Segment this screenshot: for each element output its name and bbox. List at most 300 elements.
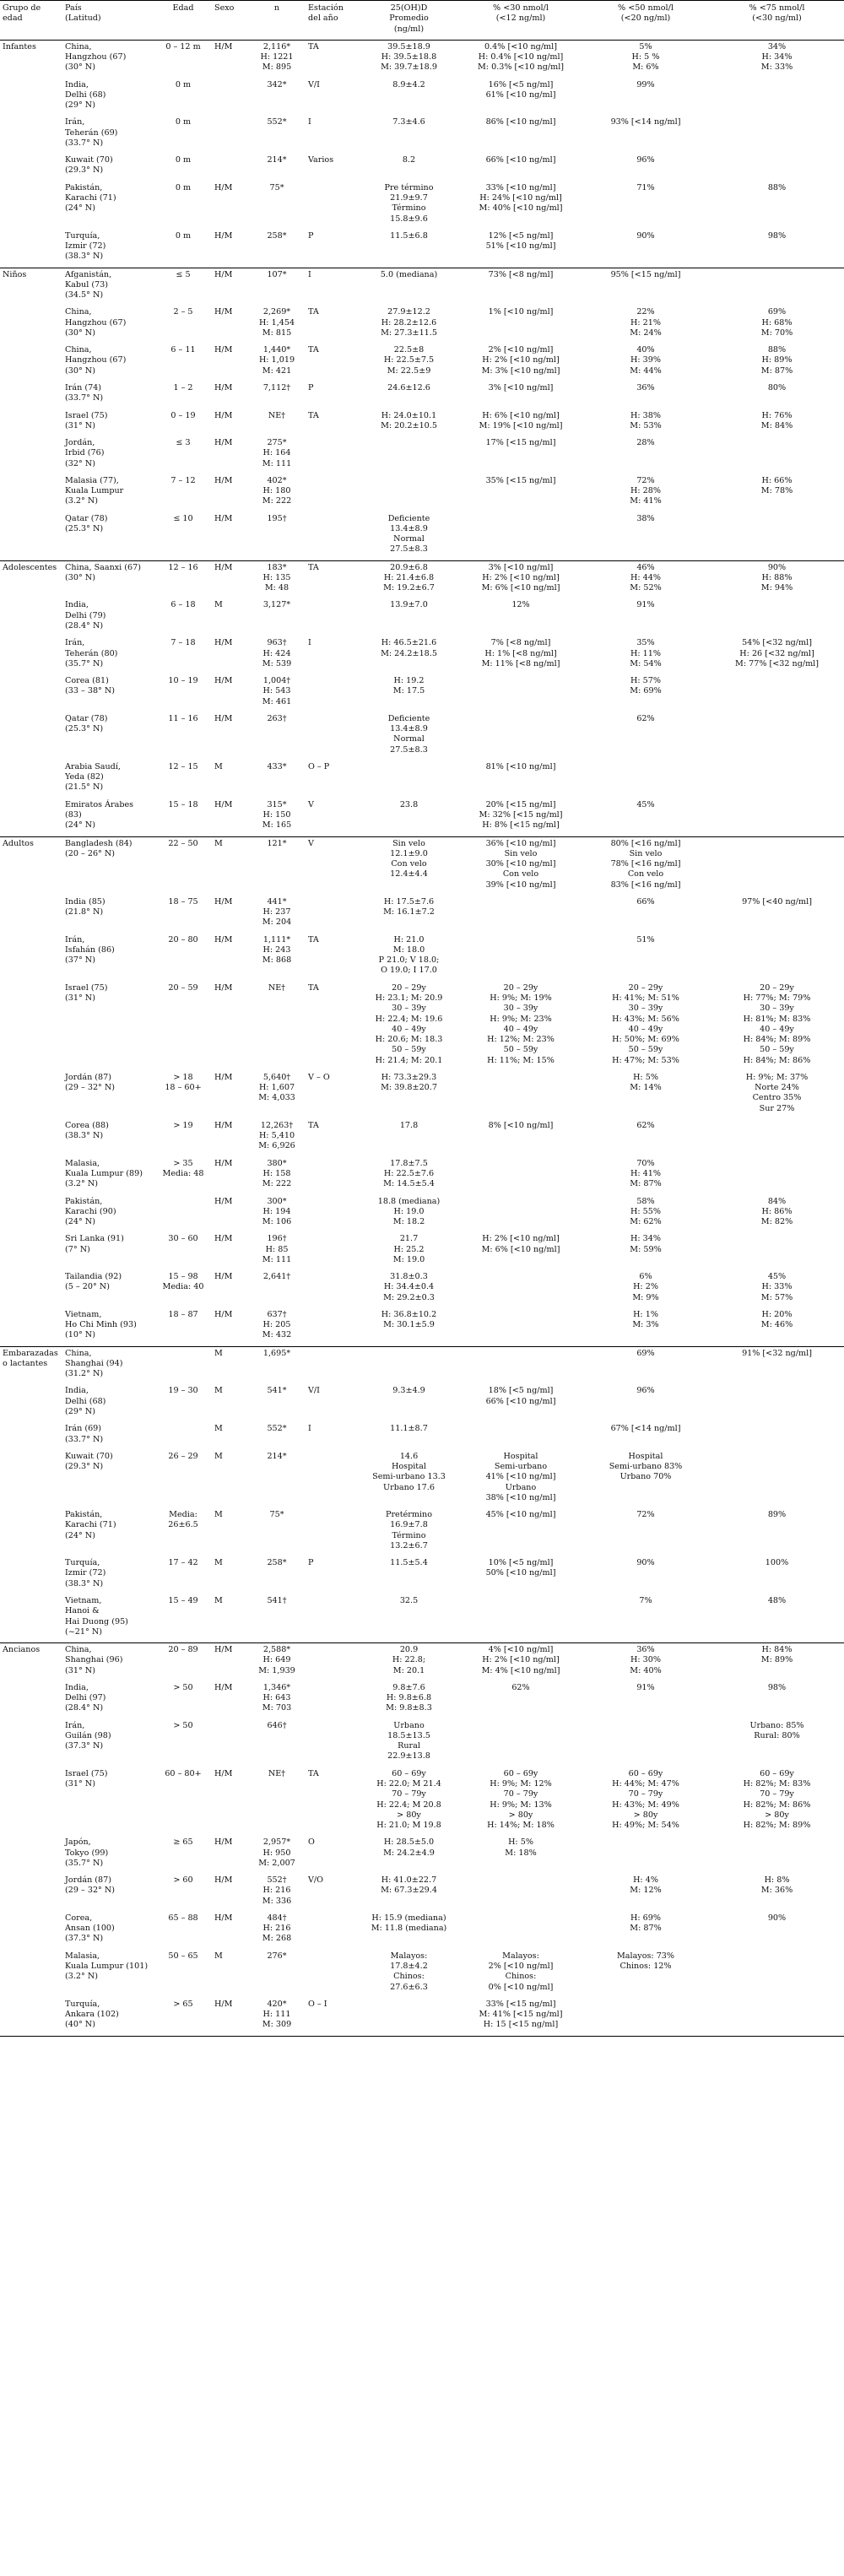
sex-cell: H/M [214,410,233,420]
age-cell: > 18 18 – 60+ [165,1072,202,1093]
sex-cell: H/M [214,1072,233,1082]
table-row [0,1594,844,1643]
country-cell: India (85) (21.8° N) [65,896,106,917]
season-cell: V [308,799,314,809]
table-row [0,1346,844,1384]
n-cell: 433* [267,761,287,771]
pct-50-cell: 40% H: 39% M: 44% [630,345,662,376]
sex-cell [212,1719,248,1767]
table-row [0,78,844,116]
n-cell: 214* [267,1451,287,1461]
season-cell [306,1157,358,1195]
season-cell: V – O [308,1072,330,1082]
age-cell: 10 – 19 [168,676,198,686]
country-cell: China, Hangzhou (67) (30° N) [65,307,127,338]
n-cell: 402* H: 180 M: 222 [262,475,292,506]
pct-75-cell: H: 66% M: 78% [760,475,793,496]
country-cell: Vietnam, Ho Chi Minh (93) (10° N) [65,1309,137,1340]
mean-cell: H: 17.5±7.6 M: 16.1±7.2 [383,896,435,917]
country-cell: Pakistán, Karachi (71) (24° N) [65,182,116,214]
age-group-label: Adolescentes [0,560,62,598]
pct-50-cell: 38% [636,513,655,523]
season-cell: V [306,836,358,896]
pct-50-cell: H: 4% M: 12% [630,1875,662,1896]
pct-75-cell [710,268,844,306]
n-cell: 300* H: 194 M: 106 [262,1196,292,1227]
age-group-empty [0,598,62,636]
age-cell: 50 – 65 [168,1951,198,1961]
pct-30-cell [460,674,582,712]
sex-cell: M [214,761,223,771]
country-cell: Sri Lanka (91) (7° N) [65,1234,124,1254]
pct-75-cell: 84% H: 86% M: 82% [760,1196,793,1227]
sex-cell: M [214,1558,223,1568]
sex-cell [212,116,248,154]
pct-75-cell [710,798,844,836]
n-cell: 541* [267,1386,287,1396]
pct-50-cell: 7% [639,1596,652,1605]
table-row [0,1157,844,1195]
age-cell: 18 – 75 [168,896,198,906]
table-row [0,836,844,896]
season-cell: TA [308,982,319,993]
table-row [0,181,844,230]
age-cell: 17 – 42 [168,1558,198,1568]
table-row [0,1556,844,1594]
country-cell: Corea, Ansan (100) (37.3° N) [65,1913,115,1944]
pct-50-cell: 51% [636,934,655,944]
pct-75-cell: 34% H: 34% M: 33% [710,40,844,78]
n-cell: 552* [267,117,287,127]
pct-50-cell: 20 – 29y H: 41%; M: 51% 30 – 39y H: 43%; M: 56% 40 – 49y H: 50%; M: 69% 50 – 59y H: 47%; M: 53% [612,982,679,1065]
sex-cell: H/M [214,799,233,809]
sex-cell: H/M [214,1682,233,1692]
pct-75-cell: 90% H: 88% M: 94% [710,560,844,598]
sex-cell: H/M [212,1998,248,2036]
sex-cell: H/M [214,1913,233,1923]
pct-30-cell [460,934,582,982]
age-group-empty [0,1719,62,1767]
pct-50-cell: H: 1% M: 3% [632,1309,659,1330]
table-row [0,1836,844,1874]
age-group-empty [0,1157,62,1195]
mean-cell: 14.6 Hospital Semi-urbano 13.3 Urbano 17.6 [372,1451,446,1492]
mean-cell: H: 73.3±29.3 M: 39.8±20.7 [381,1072,437,1093]
pct-30-cell: 12% [<5 ng/ml] 51% [<10 ng/ml] [485,230,556,252]
season-cell [306,1346,358,1384]
pct-75-cell [710,1157,844,1195]
pct-30-cell: 16% [<5 ng/ml] 61% [<10 ng/ml] [485,79,556,100]
age-group-empty [0,344,62,382]
country-cell: Irán (74) (33.7° N) [65,382,104,403]
n-cell: 552* [267,1424,287,1434]
mean-cell [358,436,460,474]
age-cell: 15 – 18 [168,799,198,809]
age-group-label: Niños [0,268,62,306]
mean-cell: Deficiente 13.4±8.9 Normal 27.5±8.3 [387,513,430,555]
age-cell: 6 – 11 [170,345,196,355]
pct-50-cell: 62% [636,1120,655,1130]
season-cell: V/O [308,1875,324,1886]
age-cell: 7 – 12 [170,475,196,485]
country-cell: China, Saanxi (67) (30° N) [62,560,154,598]
n-cell: 342* [267,79,287,89]
sex-cell: M [214,1951,223,1961]
pct-75-cell: 88% [767,182,787,192]
age-cell: 7 – 18 [170,638,196,648]
age-cell: 11 – 16 [168,713,198,723]
mean-cell: 8.9±4.2 [392,79,425,89]
pct-75-cell: 60 – 69y H: 82%; M: 83% 70 – 79y H: 82%; M: 86% > 80y H: 82%; M: 89% [743,1768,811,1831]
age-group-empty [0,1950,62,1998]
n-cell: 2,588* H: 649 M: 1,939 [248,1643,306,1681]
pct-75-cell [710,436,844,474]
pct-50-cell: 46% H: 44% M: 52% [582,560,710,598]
country-cell: Turquía, Ankara (102) (40° N) [62,1998,154,2036]
pct-75-cell [710,154,844,181]
pct-75-cell: 20 – 29y H: 77%; M: 79% 30 – 39y H: 81%; M: 83% 40 – 49y H: 84%; M: 89% 50 – 59y H: 84%; M: 86% [743,982,811,1065]
pct-75-cell [710,598,844,636]
country-cell: Israel (75) (31° N) [65,410,108,430]
country-cell: Emiratos Árabes (83) (24° N) [65,799,134,831]
country-cell: Afganistán, Kabul (73) (34.5° N) [62,268,154,306]
age-group-empty [0,674,62,712]
age-group-empty [0,798,62,836]
table-row [0,1643,844,1681]
sex-cell: H/M [214,982,233,993]
sex-cell: H/M [214,896,233,906]
sex-cell: H/M [212,1643,248,1681]
age-group-empty [0,1270,62,1308]
season-cell [306,896,358,934]
sex-cell: H/M [214,345,233,355]
pct-30-cell: 36% [<10 ng/ml] Sin velo 30% [<10 ng/ml] Con velo 39% [<10 ng/ml] [460,836,582,896]
table-row [0,982,844,1071]
table-row [0,1308,844,1346]
age-cell: ≤ 3 [176,438,191,448]
age-cell: ≤ 10 [173,513,193,523]
table-row [0,409,844,437]
country-cell: China, Hangzhou (67) (30° N) [62,40,154,78]
age-group-empty [0,896,62,934]
pct-75-cell: 89% [767,1510,787,1520]
country-cell: Jordán (87) (29 – 32° N) [65,1875,116,1896]
pct-50-cell: 60 – 69y H: 44%; M: 47% 70 – 79y H: 43%; M: 49% > 80y H: 49%; M: 54% [612,1768,679,1831]
mean-cell: H: 19.2 M: 17.5 [392,676,425,696]
sex-cell: H/M [214,934,233,944]
season-cell: V/I [308,1386,320,1396]
season-cell [306,1681,358,1719]
season-cell: TA [308,1768,319,1778]
pct-30-cell: H: 6% [<10 ng/ml] M: 19% [<10 ng/ml] [479,410,563,430]
season-cell [306,1232,358,1270]
country-cell: India, Delhi (68) (29° N) [65,79,106,111]
mean-cell: 39.5±18.9 H: 39.5±18.8 M: 39.7±18.9 [358,40,460,78]
mean-cell: H: 24.0±10.1 M: 20.2±10.5 [381,410,437,430]
n-cell: NE† [268,982,286,993]
table-row [0,712,844,760]
pct-50-cell: 66% [636,896,655,906]
pct-30-cell: 0.4% [<10 ng/ml] H: 0.4% [<10 ng/ml] M: 0.3% [<10 ng/ml] [460,40,582,78]
pct-75-cell: 100% [765,1558,789,1568]
pct-50-cell: 69% [582,1346,710,1384]
season-cell: P [308,1558,314,1568]
sex-cell: H/M [214,513,233,523]
mean-cell: 11.5±5.4 [390,1558,428,1568]
season-cell [306,1450,358,1508]
age-group-empty [0,512,62,561]
country-cell: Bangladesh (84) (20 – 26° N) [62,836,154,896]
pct-75-cell [710,712,844,760]
country-cell: Corea (88) (38.3° N) [65,1120,109,1141]
pct-75-cell: H: 8% M: 36% [760,1875,793,1896]
age-cell: 20 – 89 [154,1643,212,1681]
pct-30-cell: 4% [<10 ng/ml] H: 2% [<10 ng/ml] M: 4% [<10 ng/ml] [460,1643,582,1681]
season-cell: O – I [306,1998,358,2036]
season-cell: TA [306,40,358,78]
mean-cell: 22.5±8 H: 22.5±7.5 M: 22.5±9 [383,345,435,376]
pct-30-cell: 45% [<10 ng/ml] [485,1510,556,1520]
age-cell: 0 – 12 m [154,40,212,78]
pct-50-cell: 62% [636,713,655,723]
age-cell: 15 – 98 Media: 40 [162,1272,204,1292]
pct-50-cell: 36% [636,382,655,392]
pct-30-cell: H: 2% [<10 ng/ml] M: 6% [<10 ng/ml] [481,1234,560,1254]
sex-cell: H/M [214,1158,233,1168]
pct-30-cell [460,1157,582,1195]
mean-cell: 13.9±7.0 [390,600,428,610]
pct-50-cell: 71% [636,182,655,192]
pct-75-cell [710,760,844,798]
mean-cell: Malayos: 17.8±4.2 Chinos: 27.6±6.3 [390,1951,428,1992]
age-group-empty [0,1681,62,1719]
mean-cell: 21.7 H: 25.2 M: 19.0 [392,1234,425,1264]
country-cell: Irán, Isfahán (86) (37° N) [65,934,115,966]
pct-50-cell: 80% [<16 ng/ml] Sin velo 78% [<16 ng/ml] Con velo 83% [<16 ng/ml] [582,836,710,896]
sex-cell: H/M [214,475,233,485]
age-cell: 2 – 5 [173,307,193,317]
sex-cell: H/M [214,713,233,723]
season-cell: V/I [308,79,320,89]
n-cell: 2,641† [262,1272,291,1282]
pct-50-cell: 72% [636,1510,655,1520]
header-pct-30: % <30 nmol/l (<12 ng/ml) [460,1,582,41]
mean-cell: 17.8 [399,1120,419,1130]
country-cell: China, Shanghai (94) (31.2° N) [62,1346,154,1384]
table-row [0,474,844,512]
season-cell: O – P [308,761,330,771]
pct-75-cell [710,116,844,154]
season-cell [306,674,358,712]
pct-75-cell: 97% [<40 ng/ml] [742,896,812,906]
season-cell: TA [308,934,319,944]
header-mean: 25(OH)D Promedio (ng/ml) [358,1,460,41]
pct-75-cell: 90% [767,1913,787,1923]
age-cell: 0 – 19 [170,410,196,420]
table-row [0,1767,844,1837]
age-group-empty [0,1508,62,1556]
n-cell: 75* [269,1510,284,1520]
pct-50-cell: 36% H: 30% M: 40% [582,1643,710,1681]
age-group-empty [0,1594,62,1643]
season-cell: Varios [308,155,334,165]
pct-50-cell [582,760,710,798]
sex-cell: M [214,1424,223,1434]
age-group-empty [0,1998,62,2036]
pct-75-cell [710,1384,844,1422]
country-cell: Israel (75) (31° N) [65,1768,108,1789]
season-cell: I [306,268,358,306]
pct-50-cell: 91% [636,600,655,610]
pct-50-cell: 22% H: 21% M: 24% [630,307,662,338]
pct-30-cell: Hospital Semi-urbano 41% [<10 ng/ml] Urbano 38% [<10 ng/ml] [485,1451,556,1502]
country-cell: Arabia Saudí, Yeda (82) (21.5° N) [65,761,121,793]
country-cell: Corea (81) (33 – 38° N) [65,676,116,696]
n-cell: 646† [267,1720,287,1730]
pct-50-cell: 5% H: 5 % M: 6% [582,40,710,78]
age-cell: Media: 26±6.5 [168,1510,198,1530]
pct-50-cell: 96% [636,1386,655,1396]
pct-30-cell [460,512,582,561]
age-group-empty [0,1767,62,1837]
n-cell: 2,116* H: 1221 M: 895 [248,40,306,78]
pct-75-cell: 98% [767,230,787,241]
sex-cell: H/M [214,382,233,392]
pct-75-cell: H: 9%; M: 37% Norte 24% Centro 35% Sur 27% [745,1072,809,1113]
season-cell [306,1270,358,1308]
pct-50-cell: 35% H: 11% M: 54% [630,638,662,668]
mean-cell: H: 46.5±21.6 M: 24.2±18.5 [381,638,437,658]
pct-75-cell [710,1119,844,1157]
pct-30-cell: 33% [<10 ng/ml] H: 24% [<10 ng/ml] M: 40% [<10 ng/ml] [479,182,563,214]
age-cell: > 65 [154,1998,212,2036]
pct-50-cell: 99% [636,79,655,89]
age-group-empty [0,1119,62,1157]
country-cell: Qatar (78) (25.3° N) [65,713,108,734]
pct-30-cell [460,896,582,934]
pct-30-cell: 18% [<5 ng/ml] 66% [<10 ng/ml] [485,1386,556,1406]
table-row [0,512,844,561]
table-row [0,636,844,674]
season-cell [306,1719,358,1767]
sex-cell: H/M [214,182,233,192]
age-cell: 15 – 49 [168,1596,198,1605]
n-cell: 12,263† H: 5,410 M: 6,926 [258,1120,295,1151]
mean-cell: H: 21.0 M: 18.0 P 21.0; V 18.0; O 19.0; I 17.0 [378,934,440,976]
sex-cell: H/M [214,1272,233,1282]
mean-cell: H: 15.9 (mediana) M: 11.8 (mediana) [371,1913,447,1934]
country-cell: Malasia (77), Kuala Lumpur (3.2° N) [65,475,124,506]
age-cell: 60 – 80+ [165,1768,202,1778]
season-cell: O [308,1837,315,1848]
pct-50-cell: Hospital Semi-urbano 83% Urbano 70% [609,1451,683,1482]
age-group-empty [0,1308,62,1346]
pct-30-cell [460,1719,582,1767]
season-cell: I [308,117,311,127]
table-row [0,760,844,798]
sex-cell: M [212,1346,248,1384]
country-cell: Turquía, Izmir (72) (38.3° N) [65,230,106,262]
mean-cell: 17.8±7.5 H: 22.5±7.6 M: 14.5±5.4 [383,1158,435,1189]
season-cell [306,512,358,561]
country-cell: India, Delhi (79) (28.4° N) [65,600,106,631]
age-cell: 22 – 50 [154,836,212,896]
mean-cell: 32.5 [399,1596,419,1605]
n-cell: NE† [268,1768,286,1778]
sex-cell: H/M [214,230,233,241]
mean-cell [358,1346,460,1384]
country-cell: Malasia, Kuala Lumpur (89) (3.2° N) [65,1158,143,1189]
pct-50-cell: 90% [636,230,655,241]
pct-30-cell [460,1912,582,1950]
pct-75-cell: 45% H: 33% M: 57% [760,1272,793,1302]
table-row [0,154,844,181]
sex-cell: H/M [214,1234,233,1244]
n-cell: 1,346* H: 643 M: 703 [262,1682,292,1713]
pct-50-cell: 93% [<14 ng/ml] [610,117,681,127]
age-cell: 19 – 30 [168,1386,198,1396]
pct-30-cell: 1% [<10 ng/ml] [488,307,554,317]
pct-50-cell: 70% H: 41% M: 87% [630,1158,662,1189]
table-row [0,934,844,982]
age-group-empty [0,181,62,230]
table-row [0,268,844,306]
pct-75-cell: 69% H: 68% M: 70% [760,307,793,338]
table-row [0,896,844,934]
table-row [0,1384,844,1422]
pct-75-cell: 48% [767,1596,787,1605]
n-cell: 1,440* H: 1,019 M: 421 [258,345,295,376]
season-cell [306,1508,358,1556]
season-cell [306,598,358,636]
season-cell: TA [308,410,319,420]
mean-cell: 11.5±6.8 [390,230,428,241]
n-cell: 195† [267,513,287,523]
table-row [0,1912,844,1950]
season-cell: I [308,1424,311,1434]
n-cell: 484† H: 216 M: 268 [262,1913,292,1944]
pct-75-cell [710,1422,844,1450]
n-cell: 263† [267,713,287,723]
country-cell: Israel (75) (31° N) [65,982,108,1003]
pct-30-cell: 10% [<5 ng/ml] 50% [<10 ng/ml] [485,1558,556,1578]
mean-cell: 20 – 29y H: 23.1; M: 20.9 30 – 39y H: 22.4; M: 19.6 40 – 49y H: 20.6; M: 18.3 50 – 59y H: 21.4; M: 20.1 [375,982,443,1065]
mean-cell: H: 28.5±5.0 M: 24.2±4.9 [383,1837,435,1858]
sex-cell: H/M [214,676,233,686]
country-cell: Jordán (87) (29 – 32° N) [65,1072,116,1093]
table-row [0,382,844,409]
country-cell: Pakistán, Karachi (71) (24° N) [65,1510,116,1540]
age-group-empty [0,636,62,674]
n-cell: 121* [248,836,306,896]
pct-50-cell: H: 57% M: 69% [630,676,662,696]
age-cell: 26 – 29 [168,1451,198,1461]
sex-cell [212,78,248,116]
pct-30-cell: 3% [<10 ng/ml] [488,382,554,392]
pct-30-cell: 12% [511,600,530,610]
country-cell: Japón, Tokyo (99) (35.7° N) [65,1837,109,1868]
age-group-empty [0,474,62,512]
pct-30-cell [460,1308,582,1346]
country-cell: Irán (69) (33.7° N) [65,1424,104,1444]
mean-cell: 60 – 69y H: 22.0; M 21.4 70 – 79y H: 22.4; M 20.8 > 80y H: 21.0; M 19.8 [376,1768,441,1831]
pct-50-cell [582,1719,710,1767]
sex-cell: H/M [214,1875,233,1886]
sex-cell: H/M [214,307,233,317]
pct-30-cell: Malayos: 2% [<10 ng/ml] Chinos: 0% [<10 ng/ml] [488,1951,554,1992]
n-cell: 107* [248,268,306,306]
pct-50-cell: 28% [636,438,655,448]
